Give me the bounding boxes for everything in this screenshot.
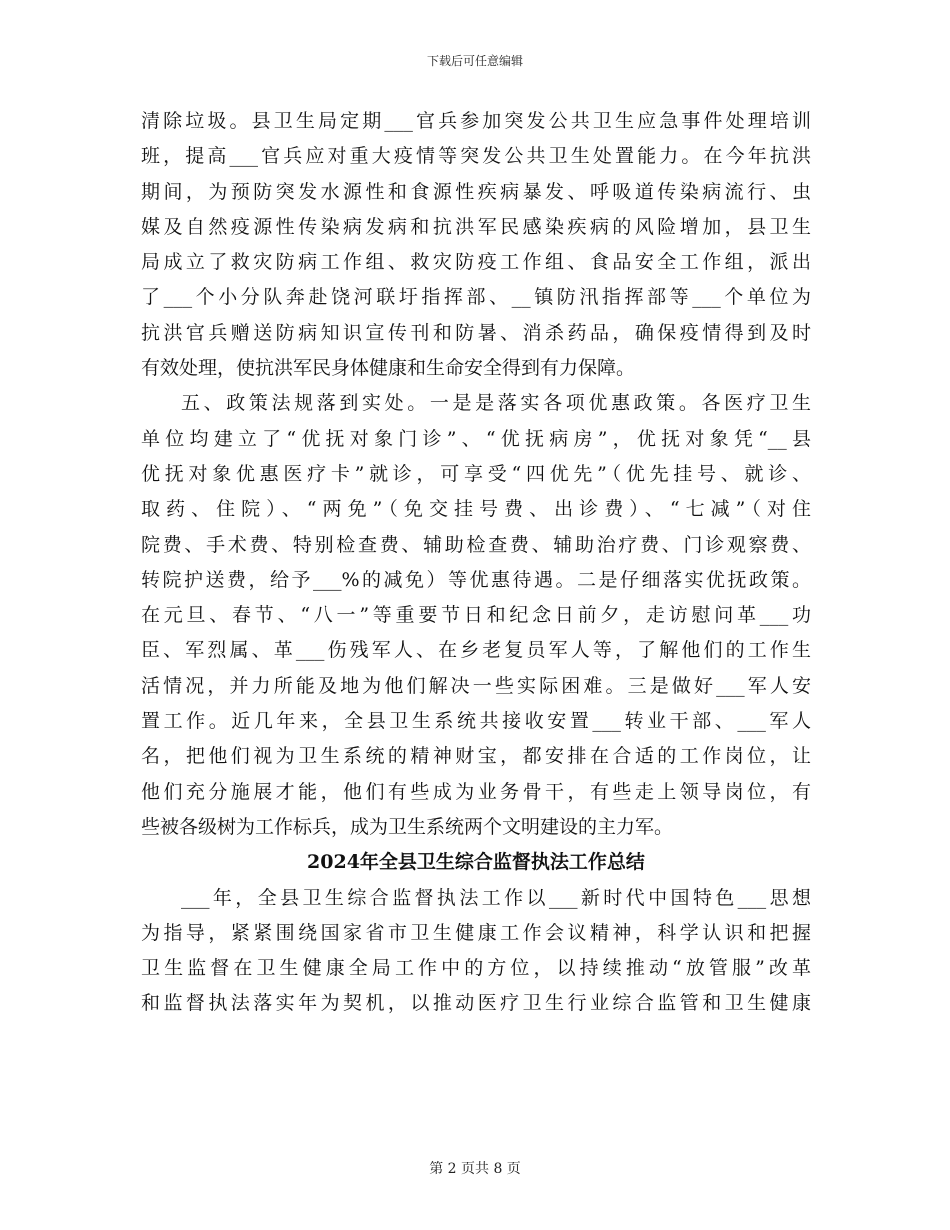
text-line: 些被各级树为工作标兵，成为卫生系统两个文明建设的主力军。: [141, 815, 674, 838]
text-line: 清除垃圾。县卫生局定期___官兵参加突发公共卫生应急事件处理培训: [141, 110, 811, 132]
text-line: 优抚对象优惠医疗卡”就诊，可享受“四优先”（优先挂号、就诊、: [141, 462, 811, 485]
text-line: 单位均建立了“优抚对象门诊”、“优抚病房”，优抚对象凭“__县: [141, 427, 811, 450]
section-heading: 2024年全县卫生综合监督执法工作总结: [307, 851, 645, 874]
text-line: 为指导，紧紧围绕国家省市卫生健康工作会议精神，科学认识和把握: [141, 921, 811, 944]
text-line: 活情况，并力所能及地为他们解决一些实际困难。三是做好___军人安: [141, 674, 811, 697]
paragraph: [141, 104, 811, 386]
paragraphs: [141, 104, 811, 845]
text-line: 五、政策法规落到实处。一是是落实各项优惠政策。各医疗卫生: [181, 392, 811, 415]
text-line: 取药、住院）、“两免”（免交挂号费、出诊费）、“七减”（对住: [141, 498, 811, 521]
text-line: 名，把他们视为卫生系统的精神财宝，都安排在合适的工作岗位，让: [141, 745, 811, 768]
text-line: 院费、手术费、特别检查费、辅助检查费、辅助治疗费、门诊观察费、: [141, 533, 811, 556]
text-line: 和监督执法落实年为契机，以推动医疗卫生行业综合监管和卫生健康: [141, 992, 811, 1015]
text-line: 期间，为预防突发水源性和食源性疾病暴发、呼吸道传染病流行、虫: [141, 180, 811, 203]
text-line: 臣、军烈属、革___伤残军人、在乡老复员军人等，了解他们的工作生: [141, 639, 811, 662]
paragraph: [141, 386, 811, 845]
text-line: 局成立了救灾防病工作组、救灾防疫工作组、食品安全工作组，派出: [141, 251, 811, 274]
text-line: 有效处理，使抗洪军民身体健康和生命安全得到有力保障。: [141, 357, 636, 380]
page-footer: 第 2 页共 8 页: [429, 1161, 521, 1177]
page-header: 下载后可任意编辑: [426, 54, 523, 68]
text-line: 了___个小分队奔赴饶河联圩指挥部、__镇防汛指挥部等___个单位为: [141, 286, 811, 309]
text-line: 媒及自然疫源性传染病发病和抗洪军民感染疾病的风险增加，县卫生: [141, 215, 811, 238]
text-line: 卫生监督在卫生健康全局工作中的方位，以持续推动“放管服”改革: [141, 957, 811, 980]
paragraph: [141, 881, 811, 1022]
paragraph-after-heading: [141, 881, 811, 1022]
text-line: ___年，全县卫生综合监督执法工作以___新时代中国特色___思想: [181, 886, 811, 909]
text-line: 他们充分施展才能，他们有些成为业务骨干，有些走上领导岗位，有: [141, 780, 811, 803]
text-line: 转院护送费，给予___%的减免）等优惠待遇。二是仔细落实优抚政策。: [141, 568, 811, 591]
document-body: [141, 104, 811, 1022]
text-line: 班，提高___官兵应对重大疫情等突发公共卫生处置能力。在今年抗洪: [141, 145, 811, 168]
text-line: 抗洪官兵赠送防病知识宣传刊和防暑、消杀药品，确保疫情得到及时: [141, 321, 811, 344]
text-line: 置工作。近几年来，全县卫生系统共接收安置___转业干部、___军人: [141, 710, 811, 733]
text-line: 在元旦、春节、“八一”等重要节日和纪念日前夕，走访慰问革___功: [141, 604, 811, 627]
